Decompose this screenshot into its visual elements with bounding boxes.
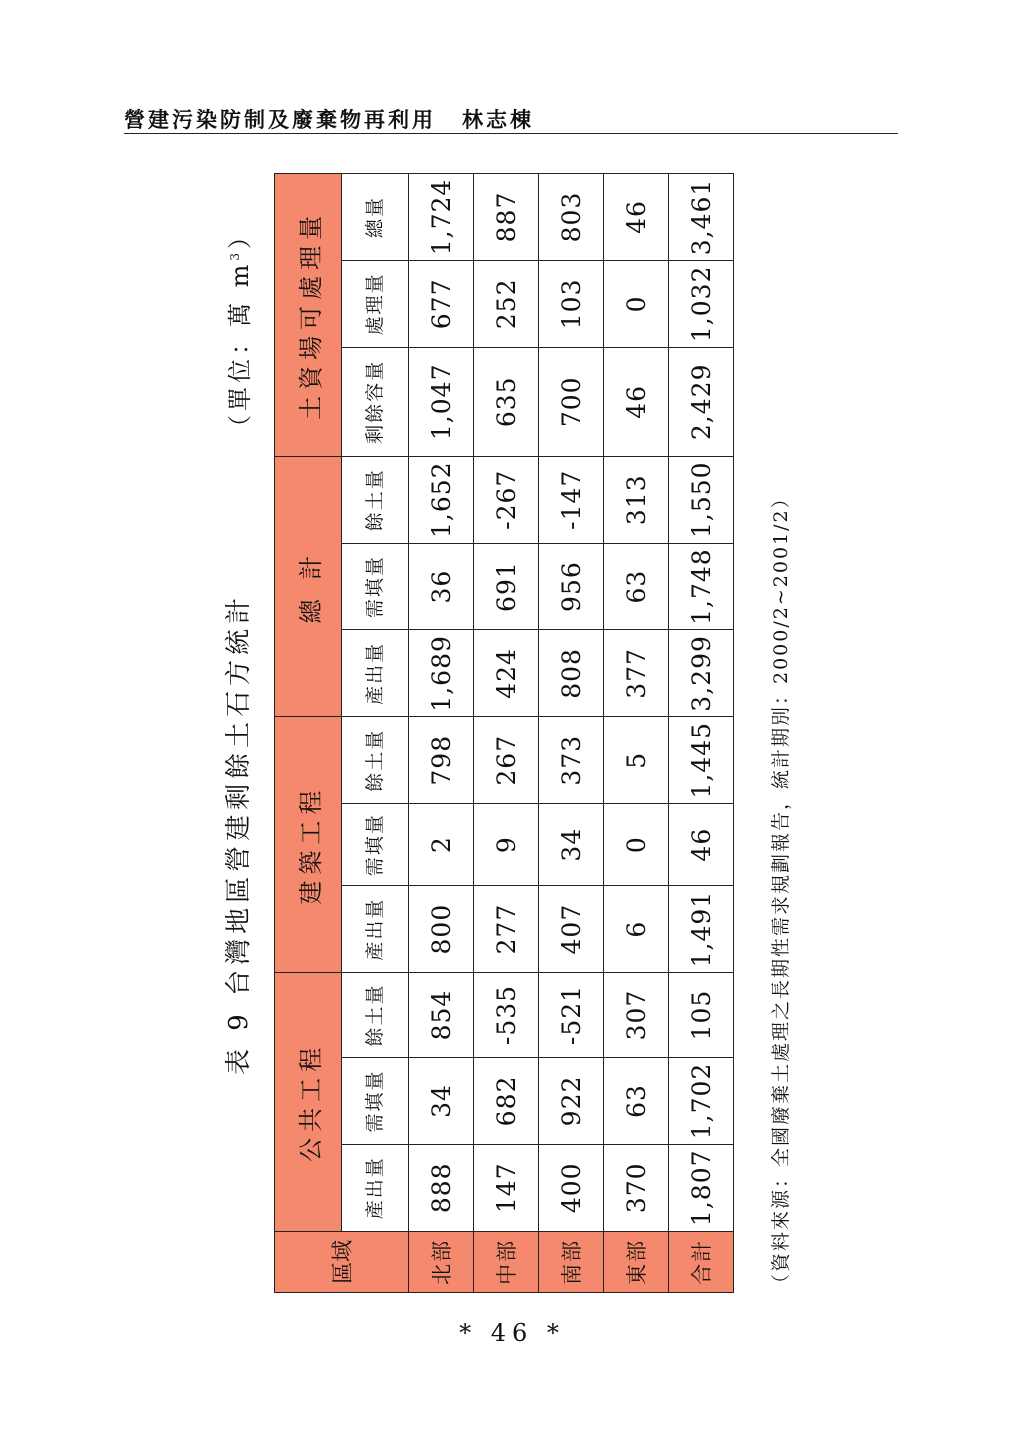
header-rule <box>124 133 898 134</box>
value-cell: 147 <box>474 1144 539 1231</box>
subheader: 處理量 <box>342 260 409 347</box>
value-cell: 424 <box>474 630 539 717</box>
group-header-total: 總 計 <box>275 456 342 716</box>
subheader: 餘土量 <box>342 456 409 543</box>
value-cell: 1,807 <box>669 1144 734 1231</box>
value-cell: 277 <box>474 886 539 973</box>
header-author: 林志棟 <box>462 107 534 132</box>
subheader: 產出量 <box>342 1144 409 1231</box>
table-caption-row <box>210 173 260 1293</box>
value-cell: 800 <box>409 886 474 973</box>
value-cell: -267 <box>474 456 539 543</box>
value-cell: 373 <box>539 717 604 804</box>
value-cell: 3,461 <box>669 174 734 261</box>
subheader: 餘土量 <box>342 973 409 1058</box>
value-cell: 6 <box>604 886 669 973</box>
value-cell: 63 <box>604 543 669 630</box>
value-cell: 63 <box>604 1058 669 1145</box>
subheader: 需填量 <box>342 543 409 630</box>
subheader: 餘土量 <box>342 717 409 804</box>
group-header-disposal: 土資場可處理量 <box>275 174 342 457</box>
source-note-row <box>766 173 796 1293</box>
value-cell: 46 <box>604 174 669 261</box>
value-cell: 0 <box>604 260 669 347</box>
value-cell: 1,689 <box>409 630 474 717</box>
value-cell: 267 <box>474 717 539 804</box>
value-cell: 2,429 <box>669 347 734 456</box>
value-cell: -147 <box>539 456 604 543</box>
value-cell: 700 <box>539 347 604 456</box>
value-cell: 635 <box>474 347 539 456</box>
value-cell: 1,652 <box>409 456 474 543</box>
subheader: 需填量 <box>342 1058 409 1145</box>
subheader: 需填量 <box>342 804 409 886</box>
value-cell: 1,748 <box>669 543 734 630</box>
value-cell: 854 <box>409 973 474 1058</box>
value-cell: 1,445 <box>669 717 734 804</box>
value-cell: 1,047 <box>409 347 474 456</box>
value-cell: 1,032 <box>669 260 734 347</box>
region-cell: 南部 <box>539 1231 604 1292</box>
value-cell: 377 <box>604 630 669 717</box>
value-cell: 46 <box>604 347 669 456</box>
value-cell: 691 <box>474 543 539 630</box>
table-caption: 表 9 台灣地區營建剩餘土石方統計 <box>224 592 254 1075</box>
table-row <box>604 174 669 1293</box>
value-cell: 1,724 <box>409 174 474 261</box>
value-cell: 252 <box>474 260 539 347</box>
value-cell: 9 <box>474 804 539 886</box>
value-cell: 887 <box>474 174 539 261</box>
value-cell: 3,299 <box>669 630 734 717</box>
group-header-building: 建築工程 <box>275 717 342 973</box>
value-cell: 370 <box>604 1144 669 1231</box>
subheader: 產出量 <box>342 886 409 973</box>
table-unit: （單位：萬 $m^3$） <box>226 220 254 439</box>
region-header: 區域 <box>275 1231 409 1292</box>
subheader: 產出量 <box>342 630 409 717</box>
region-cell: 中部 <box>474 1231 539 1292</box>
region-cell: 東部 <box>604 1231 669 1292</box>
running-header <box>124 104 534 134</box>
value-cell: 682 <box>474 1058 539 1145</box>
value-cell: 407 <box>539 886 604 973</box>
value-cell: 5 <box>604 717 669 804</box>
value-cell: 677 <box>409 260 474 347</box>
value-cell: 34 <box>409 1058 474 1145</box>
data-table <box>274 173 734 1293</box>
value-cell: 1,550 <box>669 456 734 543</box>
value-cell: 888 <box>409 1144 474 1231</box>
region-cell: 合計 <box>669 1231 734 1292</box>
value-cell: 400 <box>539 1144 604 1231</box>
value-cell: 808 <box>539 630 604 717</box>
value-cell: 1,491 <box>669 886 734 973</box>
value-cell: 922 <box>539 1058 604 1145</box>
value-cell: -521 <box>539 973 604 1058</box>
subheader: 總量 <box>342 174 409 261</box>
value-cell: -535 <box>474 973 539 1058</box>
value-cell: 34 <box>539 804 604 886</box>
table-row <box>539 174 604 1293</box>
value-cell: 313 <box>604 456 669 543</box>
table-row <box>669 174 734 1293</box>
value-cell: 956 <box>539 543 604 630</box>
table-row <box>474 174 539 1293</box>
group-header-public: 公共工程 <box>275 973 342 1232</box>
value-cell: 798 <box>409 717 474 804</box>
rotated-table-panel <box>210 173 792 1293</box>
value-cell: 36 <box>409 543 474 630</box>
value-cell: 307 <box>604 973 669 1058</box>
source-note: （資料來源：全國廢棄土處理之長期性需求規劃報告，統計期別：2000/2~2001/2） <box>770 487 792 1293</box>
region-cell: 北部 <box>409 1231 474 1292</box>
value-cell: 103 <box>539 260 604 347</box>
header-title: 營建污染防制及廢棄物再利用 <box>124 107 436 132</box>
subheader: 剩餘容量 <box>342 347 409 456</box>
value-cell: 803 <box>539 174 604 261</box>
value-cell: 0 <box>604 804 669 886</box>
value-cell: 2 <box>409 804 474 886</box>
page-number: * 46 * <box>459 1319 565 1347</box>
value-cell: 105 <box>669 973 734 1058</box>
table-row <box>409 174 474 1293</box>
value-cell: 46 <box>669 804 734 886</box>
value-cell: 1,702 <box>669 1058 734 1145</box>
